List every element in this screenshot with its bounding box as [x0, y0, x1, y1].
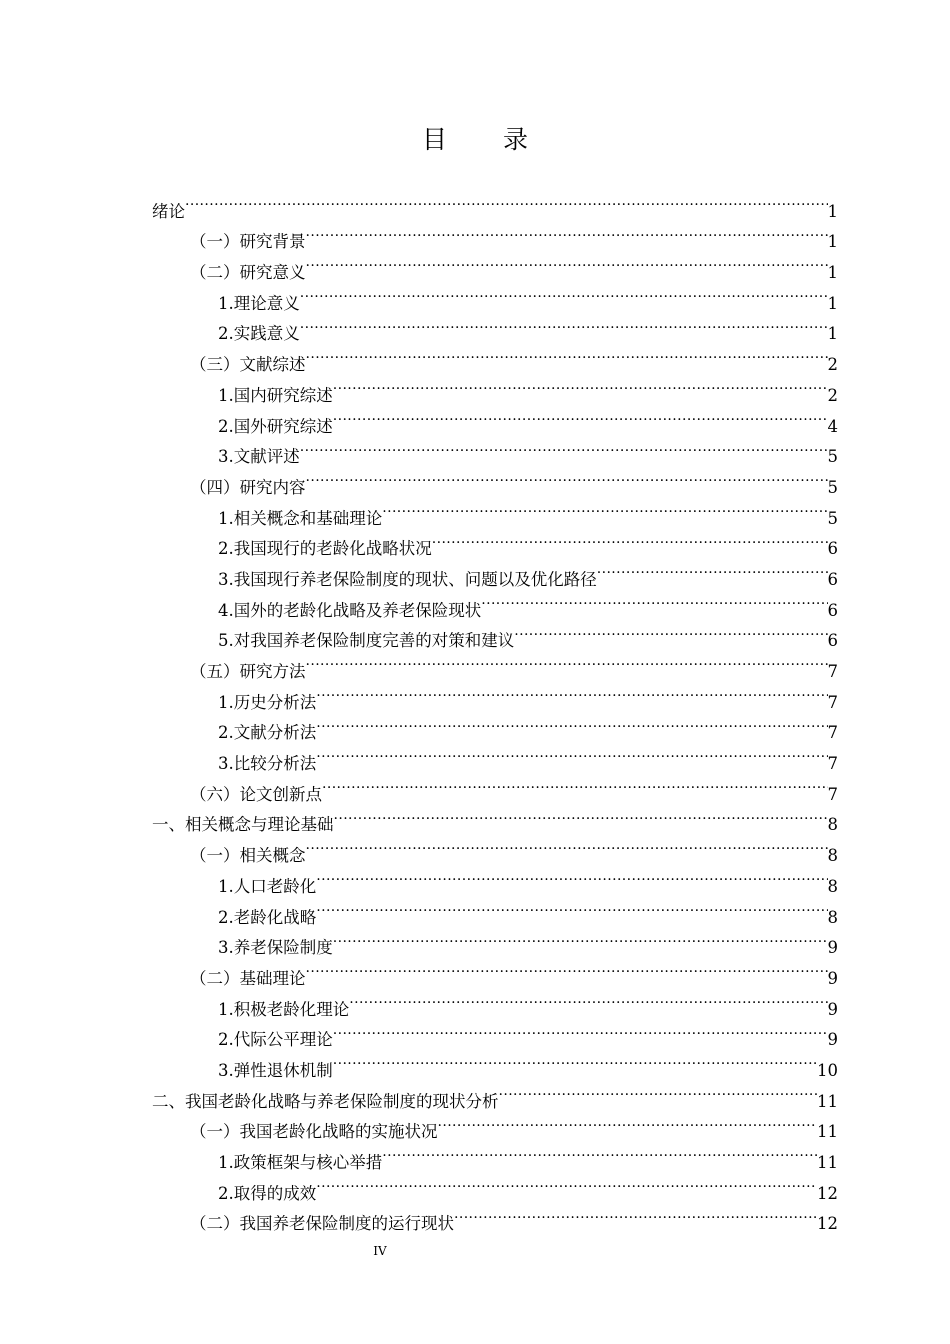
toc-dot-leader: [481, 585, 827, 616]
toc-dot-leader: [333, 370, 828, 401]
toc-entry-label: （四）研究内容: [190, 477, 306, 497]
toc-entry-page: 8: [827, 815, 838, 835]
toc-entry-label: （一）相关概念: [190, 846, 306, 866]
toc-dot-leader: [322, 769, 828, 800]
toc-dot-leader: [306, 339, 828, 370]
toc-entry-label: 1.积极老龄化理论: [218, 999, 350, 1019]
toc-entry-label: 3.我国现行养老保险制度的现状、问题以及优化路径: [218, 569, 597, 589]
toc-dot-leader: [316, 738, 827, 769]
toc-dot-leader: [185, 186, 828, 217]
toc-entry-label: 5.对我国养老保险制度完善的对策和建议: [218, 631, 515, 651]
toc-entry-page: 12: [817, 1214, 838, 1234]
toc-dot-leader: [316, 708, 827, 739]
toc-entry[interactable]: [152, 186, 838, 221]
toc-dot-leader: [333, 923, 828, 954]
toc-entry-label: 1.历史分析法: [218, 692, 317, 712]
toc-entry-label: 2.我国现行的老龄化战略状况: [218, 539, 432, 559]
toc-dot-leader: [306, 247, 828, 278]
toc-entry-label: 4.国外的老龄化战略及养老保险现状: [218, 600, 482, 620]
toc-entry-page: 12: [817, 1183, 838, 1203]
toc-entry-page: 8: [827, 876, 838, 896]
toc-entry-page: 9: [827, 968, 838, 988]
toc-entry-page: 7: [827, 754, 838, 774]
toc-entry-page: 1: [827, 293, 838, 313]
toc-entry-label: 3.文献评述: [218, 447, 300, 467]
toc-entry-label: 2.取得的成效: [218, 1183, 317, 1203]
toc-entry-label: 1.国内研究综述: [218, 385, 333, 405]
toc-dot-leader: [316, 861, 827, 892]
toc-entry-label: 2.实践意义: [218, 324, 300, 344]
toc-dot-leader: [333, 1045, 817, 1076]
toc-entry-label: 二、我国老龄化战略与养老保险制度的现状分析: [152, 1091, 499, 1111]
toc-dot-leader: [316, 1168, 817, 1199]
toc-entry-page: 6: [827, 539, 838, 559]
toc-dot-leader: [300, 278, 828, 309]
toc-dot-leader: [333, 1015, 828, 1046]
toc-list: [152, 186, 838, 1234]
toc-entry-page: 5: [827, 447, 838, 467]
toc-entry-label: （二）基础理论: [190, 968, 306, 988]
toc-entry-page: 9: [827, 938, 838, 958]
toc-dot-leader: [300, 309, 828, 340]
toc-entry-page: 6: [827, 569, 838, 589]
toc-entry-label: 1.人口老龄化: [218, 876, 317, 896]
toc-entry-label: （六）论文创新点: [190, 784, 322, 804]
toc-entry-page: 5: [827, 477, 838, 497]
toc-entry-page: 1: [827, 263, 838, 283]
toc-entry-label: （一）研究背景: [190, 232, 306, 252]
toc-entry-page: 5: [827, 508, 838, 528]
toc-entry[interactable]: [152, 217, 838, 252]
toc-entry-page: 9: [827, 1030, 838, 1050]
toc-dot-leader: [306, 462, 828, 493]
toc-entry-label: （三）文献综述: [190, 355, 306, 375]
toc-dot-leader: [306, 646, 828, 677]
toc-entry-page: 11: [817, 1122, 838, 1142]
toc-dot-leader: [334, 800, 828, 831]
toc-dot-leader: [438, 1107, 818, 1138]
toc-dot-leader: [382, 1137, 817, 1168]
toc-entry-label: 1.政策框架与核心举措: [218, 1153, 383, 1172]
toc-dot-leader: [306, 830, 828, 861]
toc-entry-label: 绪论: [152, 201, 185, 221]
toc-entry-label: （二）研究意义: [190, 263, 306, 283]
toc-dot-leader: [306, 217, 828, 248]
toc-title: 目 录: [422, 125, 552, 154]
toc-entry-label: 3.弹性退休机制: [218, 1060, 333, 1080]
toc-entry-page: 1: [827, 324, 838, 344]
toc-entry-page: 11: [817, 1091, 838, 1111]
toc-dot-leader: [499, 1076, 818, 1107]
toc-entry-page: 9: [827, 999, 838, 1019]
toc-entry-page: 1: [827, 201, 838, 221]
toc-entry-label: 1.理论意义: [218, 293, 300, 313]
toc-entry-page: 7: [827, 662, 838, 681]
toc-entry-label: 2.代际公平理论: [218, 1030, 333, 1050]
toc-entry-page: 11: [817, 1153, 838, 1172]
toc-entry-page: 8: [827, 907, 838, 927]
toc-dot-leader: [432, 524, 828, 555]
toc-entry-page: 2: [827, 355, 838, 375]
toc-dot-leader: [306, 953, 828, 984]
toc-dot-leader: [597, 554, 828, 585]
page-number: IV: [373, 1244, 387, 1258]
toc-entry-label: 2.文献分析法: [218, 723, 317, 743]
toc-entry-label: 3.养老保险制度: [218, 938, 333, 958]
toc-entry-label: 2.老龄化战略: [218, 907, 317, 927]
toc-dot-leader: [349, 984, 827, 1015]
toc-entry-page: 1: [827, 232, 838, 252]
toc-entry-label: （二）我国养老保险制度的运行现状: [190, 1214, 454, 1234]
toc-entry-page: 6: [827, 631, 838, 651]
toc-entry-label: 一、相关概念与理论基础: [152, 815, 334, 835]
toc-entry-page: 4: [827, 416, 838, 436]
toc-entry-page: 7: [827, 692, 838, 712]
toc-entry-page: 7: [827, 723, 838, 743]
toc-entry-page: 2: [827, 385, 838, 405]
toc-entry-label: （五）研究方法: [190, 662, 306, 681]
toc-entry-label: 2.国外研究综述: [218, 416, 333, 436]
toc-entry-label: （一）我国老龄化战略的实施状况: [190, 1122, 438, 1142]
toc-entry-label: 3.比较分析法: [218, 754, 317, 774]
toc-entry-page: 7: [827, 784, 838, 804]
toc-dot-leader: [300, 432, 828, 463]
toc-entry-page: 6: [827, 600, 838, 620]
toc-dot-leader: [382, 493, 827, 524]
toc-entry-page: 10: [817, 1060, 838, 1080]
toc-entry-label: 1.相关概念和基础理论: [218, 508, 383, 528]
toc-dot-leader: [514, 616, 827, 647]
toc-dot-leader: [454, 1199, 817, 1230]
toc-entry-page: 8: [827, 846, 838, 866]
toc-dot-leader: [316, 677, 827, 708]
toc-dot-leader: [316, 892, 827, 923]
toc-dot-leader: [333, 401, 828, 432]
